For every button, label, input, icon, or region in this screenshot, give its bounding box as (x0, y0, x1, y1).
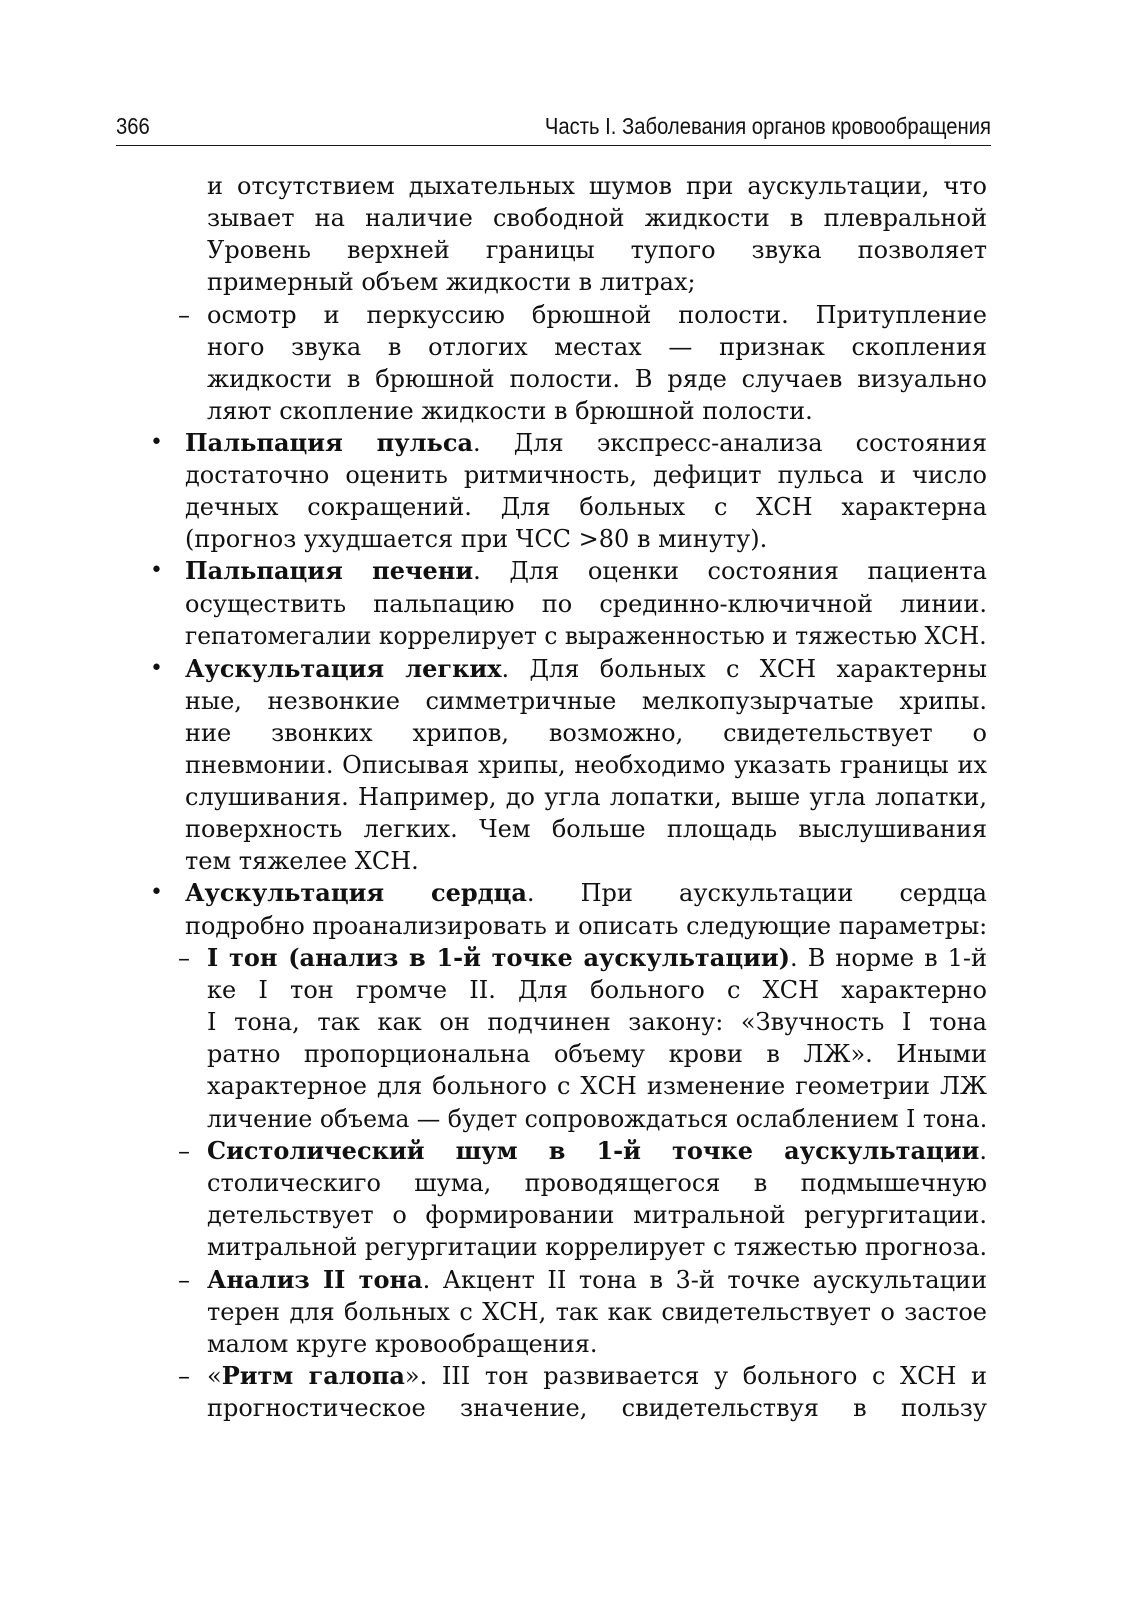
text-line (207, 1296, 987, 1328)
line-text: терен для больных с ХСН, так как свидетельствует о застое (207, 1298, 987, 1326)
line-text: осмотр и перкуссию брюшной полости. Притупление (207, 301, 987, 329)
line-text: . В норме в 1-й (790, 944, 987, 972)
text-line (185, 491, 987, 523)
line-text: ратно пропорциональна объему крови в ЛЖ». Иными (207, 1040, 987, 1068)
bold-term: Ритм галопа (221, 1361, 405, 1390)
page-number: 366 (116, 113, 150, 139)
line-text: столическиго шума, проводящегося в подмышечную (207, 1169, 987, 1197)
line-text: ляют скопление жидкости в брюшной полости. (207, 397, 813, 425)
bullet-marker: • (150, 880, 163, 905)
line-text: слушивания. Например, до угла лопатки, выше угла лопатки, (185, 783, 987, 811)
text-line (207, 974, 987, 1006)
dash-marker: – (178, 1137, 190, 1165)
bullet-marker: • (150, 656, 163, 681)
text-line (207, 202, 987, 234)
line-text: ные, незвонкие симметричные мелкопузырчатые хрипы. (185, 687, 987, 715)
text-line (207, 1103, 987, 1135)
text-line (185, 910, 987, 942)
line-text: пневмонии. Описывая хрипы, необходимо указать границы их (185, 751, 987, 779)
text-line (207, 1038, 987, 1070)
text-line (185, 685, 987, 717)
line-text: Уровень верхней границы тупого звука позволяет (207, 236, 987, 264)
line-text: и отсутствием дыхательных шумов при аускультации, что (207, 172, 987, 200)
text-line (207, 363, 987, 395)
line-text: зывает на наличие свободной жидкости в плевральной (207, 204, 987, 232)
line-text: личение объема — будет сопровождаться ослаблением I тона. (207, 1105, 988, 1133)
line-text: достаточно оценить ритмичность, дефицит пульса и число (185, 461, 987, 489)
text-line (207, 942, 987, 974)
line-text: детельствует о формировании митральной регургитации. (207, 1201, 987, 1229)
line-text: подробно проанализировать и описать следующие параметры: (185, 912, 988, 940)
text-line (185, 813, 987, 845)
line-text: . Для оценки состояния пациента (473, 557, 987, 585)
text-line (185, 653, 987, 685)
text-line (207, 331, 987, 363)
bold-term: Анализ II тона (207, 1265, 423, 1294)
dash-marker: – (178, 944, 190, 972)
bullet-marker: • (150, 558, 163, 583)
line-text: жидкости в брюшной полости. В ряде случаев визуально (207, 365, 987, 393)
running-title: Часть I. Заболевания органов кровообращения (544, 113, 991, 139)
text-line (207, 266, 987, 298)
bold-term: I тон (анализ в 1-й точке аускультации) (207, 943, 791, 972)
text-line (207, 1070, 987, 1102)
line-text: . Для экспресс-анализа состояния (473, 429, 987, 457)
line-text: малом круге кровообращения. (207, 1330, 598, 1358)
text-line (185, 620, 987, 652)
text-line (185, 555, 987, 587)
bold-term: Аускультация легких (185, 654, 502, 683)
line-text: митральной регургитации коррелирует с тяжестью прогноза. (207, 1233, 987, 1261)
text-line (207, 234, 987, 266)
line-text: гепатомегалии коррелирует с выраженностью и тяжестью ХСН. (185, 622, 987, 650)
line-text: осуществить пальпацию по срединно-ключичной линии. (185, 590, 987, 618)
line-text: (прогноз ухудшается при ЧСС >80 в минуту). (185, 525, 768, 553)
text-line (207, 1135, 987, 1167)
line-text: ние звонких хрипов, возможно, свидетельствует о (185, 719, 987, 747)
line-text: . (979, 1137, 987, 1165)
line-text: ». III тон развивается у больного с ХСН и (404, 1362, 987, 1390)
text-line (207, 395, 987, 427)
text-line (207, 1167, 987, 1199)
text-line (207, 1231, 987, 1263)
line-text: характерное для больного с ХСН изменение геометрии ЛЖ (207, 1072, 987, 1100)
text-line (207, 170, 987, 202)
text-line (185, 717, 987, 749)
text-line (185, 845, 987, 877)
text-line (207, 1360, 987, 1392)
line-text: . Акцент II тона в 3-й точке аускультации (422, 1266, 987, 1294)
page-header (116, 111, 991, 146)
line-text: . Для больных с ХСН характерны (501, 655, 987, 683)
text-line (185, 781, 987, 813)
text-line (185, 588, 987, 620)
text-line (185, 427, 987, 459)
line-text: тем тяжелее ХСН. (185, 847, 419, 875)
line-text: поверхность легких. Чем больше площадь выслушивания (185, 815, 987, 843)
dash-marker: – (178, 301, 190, 329)
bold-term: Аускультация сердца (185, 878, 527, 907)
bold-term: Пальпация печени (185, 556, 474, 585)
text-line (185, 523, 987, 555)
line-text: ного звука в отлогих местах — признак скопления (207, 333, 987, 361)
quote-mark: « (207, 1362, 222, 1390)
text-line (207, 299, 987, 331)
line-text: I тона, так как он подчинен закону: «Звучность I тона (207, 1008, 987, 1036)
bullet-marker: • (150, 430, 163, 455)
text-line (207, 1392, 987, 1424)
bold-term: Пальпация пульса (185, 428, 473, 457)
line-text: ке I тон громче II. Для больного с ХСН характерно (207, 976, 987, 1004)
line-text: дечных сокращений. Для больных с ХСН характерна (185, 493, 987, 521)
text-line (207, 1328, 987, 1360)
line-text: примерный объем жидкости в литрах; (207, 268, 696, 296)
text-line (207, 1199, 987, 1231)
dash-marker: – (178, 1362, 190, 1390)
text-line (185, 459, 987, 491)
bold-term: Систолический шум в 1-й точке аускультации (207, 1136, 980, 1165)
text-line (185, 877, 987, 909)
dash-marker: – (178, 1266, 190, 1294)
text-line (185, 749, 987, 781)
text-line (207, 1264, 987, 1296)
line-text: . При аускультации сердца (526, 879, 987, 907)
text-line (207, 1006, 987, 1038)
line-text: прогностическое значение, свидетельствуя в пользу (207, 1394, 987, 1422)
